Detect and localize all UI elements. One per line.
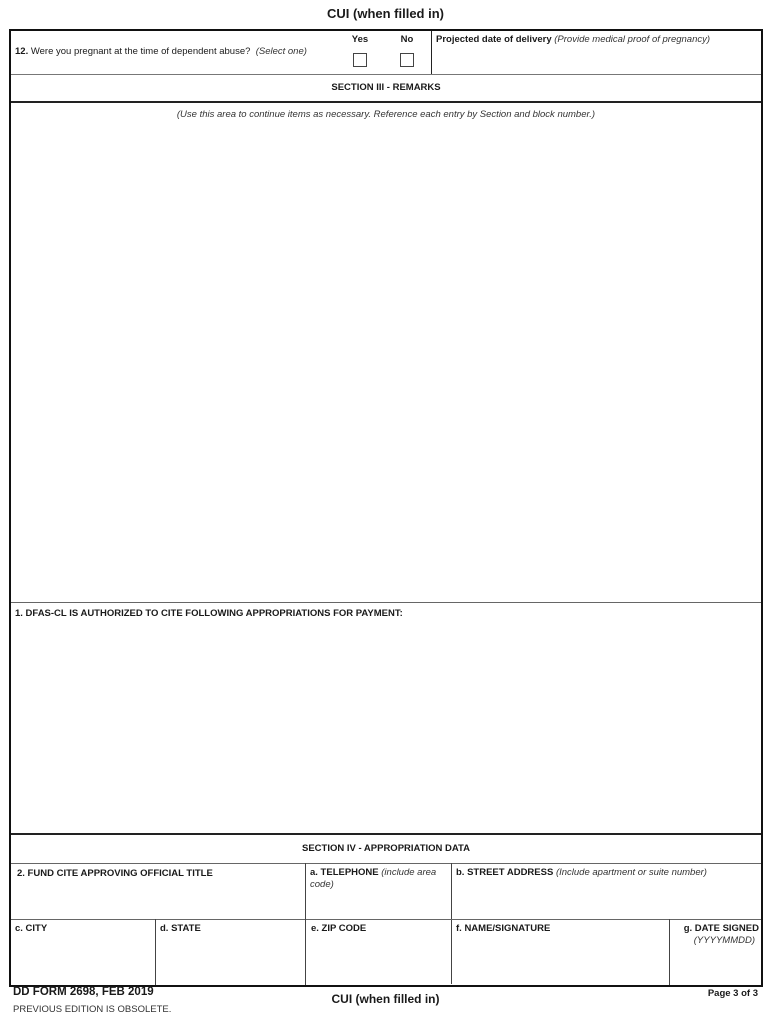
divider xyxy=(155,919,156,985)
item-12-text: Were you pregnant at the time of dependent abuse? xyxy=(28,46,251,57)
edition-note: PREVIOUS EDITION IS OBSOLETE. xyxy=(13,1004,172,1015)
city-label: c. CITY xyxy=(15,923,48,934)
street-address-label xyxy=(456,867,756,879)
date-signed-input[interactable] xyxy=(673,953,761,983)
telephone-instruction: (include area code) xyxy=(310,867,437,890)
yes-label: Yes xyxy=(351,34,369,45)
telephone-label xyxy=(310,867,452,891)
cui-banner-bottom: CUI (when filled in) xyxy=(331,992,440,1006)
delivery-date-label xyxy=(436,34,756,46)
item-12-instruction: (Select one) xyxy=(255,46,307,57)
official-title-input[interactable] xyxy=(15,883,305,917)
date-signed-label xyxy=(671,923,759,947)
cui-banner-top: CUI (when filled in) xyxy=(327,6,444,21)
telephone-input[interactable] xyxy=(309,893,453,917)
form-page xyxy=(9,29,763,987)
section-4-title: SECTION IV - APPROPRIATION DATA xyxy=(301,843,470,854)
divider xyxy=(11,602,761,603)
street-address-input[interactable] xyxy=(455,883,759,917)
street-address-title: b. STREET ADDRESS xyxy=(456,867,554,878)
section-3-title: SECTION III - REMARKS xyxy=(331,82,441,93)
name-signature-label: f. NAME/SIGNATURE xyxy=(456,923,551,934)
page-number: Page 3 of 3 xyxy=(707,988,758,999)
name-signature-input[interactable] xyxy=(455,939,669,981)
item-1-label: 1. DFAS-CL IS AUTHORIZED TO CITE FOLLOWING APPROPRIATIONS FOR PAYMENT: xyxy=(15,608,403,619)
street-address-instruction: (Include apartment or suite number) xyxy=(555,867,707,878)
no-checkbox[interactable] xyxy=(400,53,414,67)
item-12-divider xyxy=(431,31,432,74)
delivery-date-title: Projected date of delivery xyxy=(436,34,552,45)
item-12-number: 12. xyxy=(15,46,29,57)
form-id: DD FORM 2698, FEB 2019 xyxy=(13,986,154,998)
state-input[interactable] xyxy=(159,939,305,981)
appropriations-textarea[interactable] xyxy=(15,624,759,833)
divider xyxy=(11,833,761,835)
divider xyxy=(669,919,670,985)
no-label: No xyxy=(400,34,414,45)
divider xyxy=(305,863,306,919)
item-12-question xyxy=(15,46,345,58)
divider xyxy=(11,101,761,103)
official-title-label: 2. FUND CITE APPROVING OFFICIAL TITLE xyxy=(17,868,213,879)
telephone-title: a. TELEPHONE xyxy=(310,867,379,878)
state-label: d. STATE xyxy=(160,923,201,934)
remarks-instruction: (Use this area to continue items as necessary. Reference each entry by Section and block number.) xyxy=(176,109,596,120)
remarks-textarea[interactable] xyxy=(15,125,759,599)
date-signed-format: (YYYYMMDD) xyxy=(693,935,755,946)
zip-code-input[interactable] xyxy=(309,939,453,981)
delivery-date-instruction: (Provide medical proof of pregnancy) xyxy=(554,34,711,45)
divider xyxy=(11,863,761,864)
divider xyxy=(11,74,761,75)
divider xyxy=(11,919,761,920)
date-signed-title: g. DATE SIGNED xyxy=(683,923,759,934)
delivery-date-input[interactable] xyxy=(436,49,758,73)
yes-checkbox[interactable] xyxy=(353,53,367,67)
city-input[interactable] xyxy=(15,939,155,981)
zip-code-label: e. ZIP CODE xyxy=(311,923,367,934)
divider xyxy=(305,919,306,985)
